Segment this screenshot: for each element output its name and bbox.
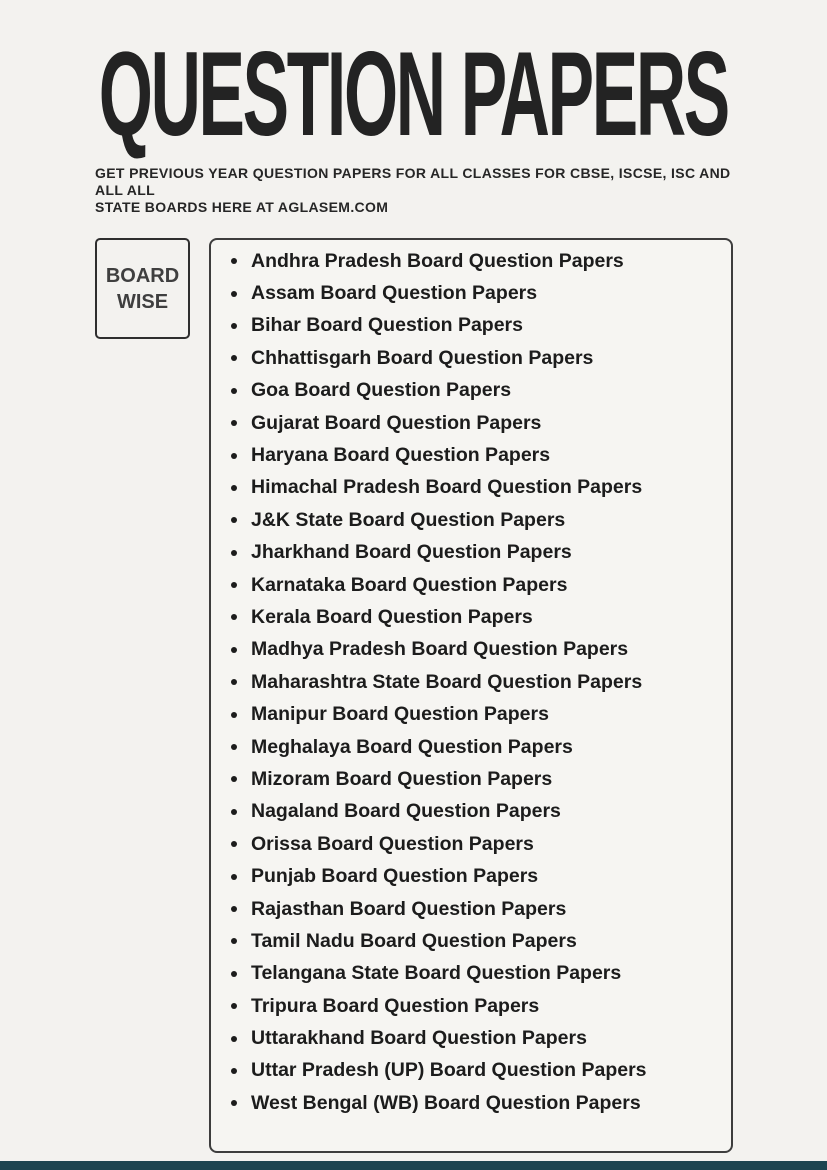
board-link-label: Chhattisgarh Board Question Papers xyxy=(251,346,594,369)
board-list xyxy=(211,240,731,1120)
board-list-item[interactable] xyxy=(231,828,731,860)
board-link-label: Goa Board Question Papers xyxy=(251,379,512,402)
board-list-item[interactable] xyxy=(231,1022,731,1054)
board-list-item[interactable] xyxy=(231,1087,731,1119)
board-link-label: Orissa Board Question Papers xyxy=(251,832,534,855)
board-link-label: Meghalaya Board Question Papers xyxy=(251,735,573,758)
board-link-label: Karnataka Board Question Papers xyxy=(251,573,568,596)
board-list-item[interactable] xyxy=(231,860,731,892)
board-list-item[interactable] xyxy=(231,1055,731,1087)
bullet-icon xyxy=(231,388,237,394)
bullet-icon xyxy=(231,906,237,912)
board-link-label: Jharkhand Board Question Papers xyxy=(251,541,572,564)
board-link-label: Mizoram Board Question Papers xyxy=(251,767,553,790)
board-link-label: Madhya Pradesh Board Question Papers xyxy=(251,638,629,661)
bullet-icon xyxy=(231,679,237,685)
board-list-item[interactable] xyxy=(231,569,731,601)
bullet-icon xyxy=(231,517,237,523)
bullet-icon xyxy=(231,1068,237,1074)
board-link-label: Himachal Pradesh Board Question Papers xyxy=(251,476,643,499)
page-subtitle xyxy=(95,165,750,216)
board-link-label: West Bengal (WB) Board Question Papers xyxy=(251,1091,641,1114)
board-list-item[interactable] xyxy=(231,537,731,569)
board-link-label: Uttarakhand Board Question Papers xyxy=(251,1027,587,1050)
board-list-item[interactable] xyxy=(231,893,731,925)
bullet-icon xyxy=(231,712,237,718)
board-list-item[interactable] xyxy=(231,698,731,730)
board-link-label: Bihar Board Question Papers xyxy=(251,314,523,337)
board-list-item[interactable] xyxy=(231,504,731,536)
bullet-icon xyxy=(231,323,237,329)
board-link-label: Andhra Pradesh Board Question Papers xyxy=(251,249,624,272)
board-link-label: Uttar Pradesh (UP) Board Question Papers xyxy=(251,1059,647,1082)
bullet-icon xyxy=(231,1100,237,1106)
board-list-item[interactable] xyxy=(231,439,731,471)
board-link-label: Rajasthan Board Question Papers xyxy=(251,897,567,920)
board-list-item[interactable] xyxy=(231,731,731,763)
board-link-label: Tripura Board Question Papers xyxy=(251,994,540,1017)
board-list-item[interactable] xyxy=(231,407,731,439)
board-list-item[interactable] xyxy=(231,634,731,666)
board-list-item[interactable] xyxy=(231,601,731,633)
board-wise-label: BOARD WISE xyxy=(105,264,180,313)
page-subtitle-line-1: GET PREVIOUS YEAR QUESTION PAPERS FOR ALL CLASSES FOR CBSE, ISCSE, ISC AND ALL ALL xyxy=(95,165,731,198)
board-list-item[interactable] xyxy=(231,925,731,957)
board-list-item[interactable] xyxy=(231,245,731,277)
bullet-icon xyxy=(231,485,237,491)
bullet-icon xyxy=(231,776,237,782)
bullet-icon xyxy=(231,355,237,361)
board-wise-label-box xyxy=(95,238,190,339)
bullet-icon xyxy=(231,809,237,815)
board-link-label: Tamil Nadu Board Question Papers xyxy=(251,929,577,952)
header xyxy=(0,27,827,161)
board-list-item[interactable] xyxy=(231,958,731,990)
board-list-item[interactable] xyxy=(231,310,731,342)
bullet-icon xyxy=(231,582,237,588)
bullet-icon xyxy=(231,258,237,264)
page-title: QUESTION PAPERS xyxy=(98,27,729,161)
board-link-label: Manipur Board Question Papers xyxy=(251,703,549,726)
board-link-label: J&K State Board Question Papers xyxy=(251,508,566,531)
board-list-panel xyxy=(209,238,733,1153)
bullet-icon xyxy=(231,874,237,880)
bullet-icon xyxy=(231,420,237,426)
bullet-icon xyxy=(231,550,237,556)
bullet-icon xyxy=(231,938,237,944)
bullet-icon xyxy=(231,453,237,459)
bullet-icon xyxy=(231,1003,237,1009)
board-link-label: Nagaland Board Question Papers xyxy=(251,800,561,823)
board-link-label: Haryana Board Question Papers xyxy=(251,444,551,467)
footer-bar xyxy=(0,1161,827,1170)
board-link-label: Telangana State Board Question Papers xyxy=(251,962,622,985)
board-link-label: Maharashtra State Board Question Papers xyxy=(251,670,643,693)
board-link-label: Assam Board Question Papers xyxy=(251,282,538,305)
board-link-label: Gujarat Board Question Papers xyxy=(251,411,542,434)
board-list-item[interactable] xyxy=(231,796,731,828)
board-list-item[interactable] xyxy=(231,277,731,309)
bullet-icon xyxy=(231,1036,237,1042)
board-list-item[interactable] xyxy=(231,472,731,504)
board-list-item[interactable] xyxy=(231,375,731,407)
bullet-icon xyxy=(231,614,237,620)
bullet-icon xyxy=(231,291,237,297)
bullet-icon xyxy=(231,647,237,653)
bullet-icon xyxy=(231,744,237,750)
board-link-label: Kerala Board Question Papers xyxy=(251,605,533,628)
board-link-label: Punjab Board Question Papers xyxy=(251,865,539,888)
bullet-icon xyxy=(231,971,237,977)
board-list-item[interactable] xyxy=(231,342,731,374)
board-list-item[interactable] xyxy=(231,763,731,795)
board-list-item[interactable] xyxy=(231,990,731,1022)
board-list-item[interactable] xyxy=(231,666,731,698)
page-subtitle-line-2: STATE BOARDS HERE AT AGLASEM.COM xyxy=(95,199,389,215)
bullet-icon xyxy=(231,841,237,847)
